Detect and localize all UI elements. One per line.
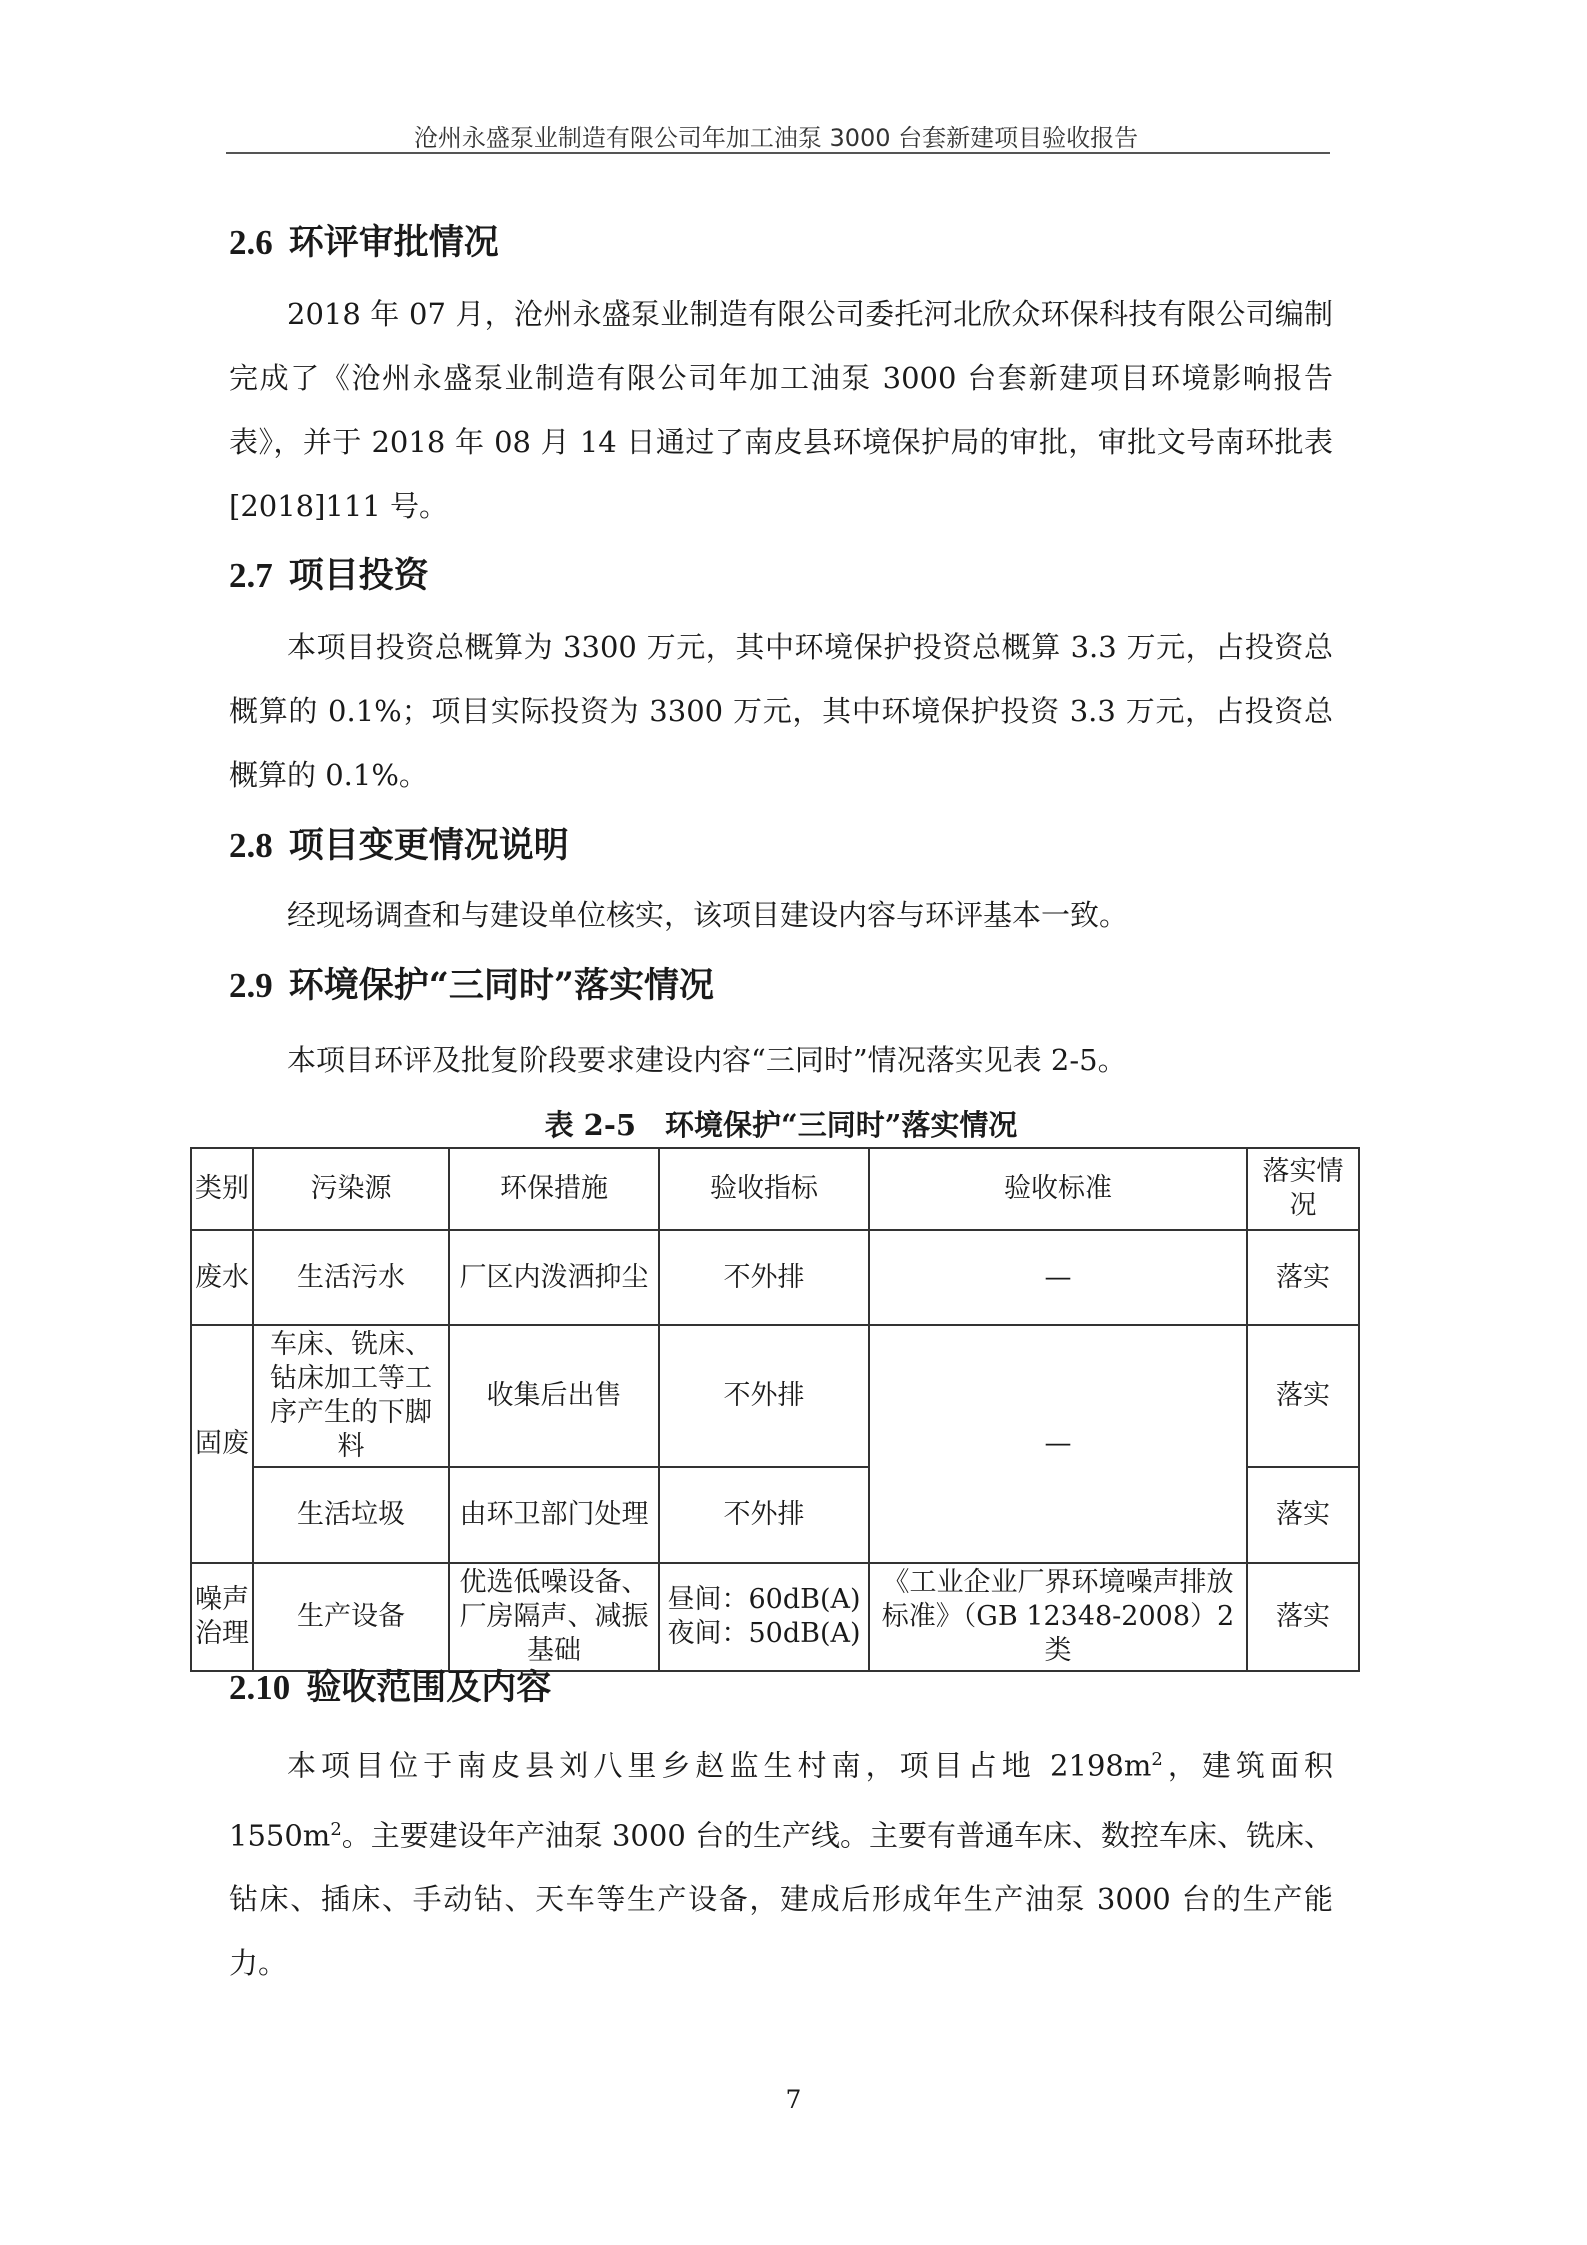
superscript: 2 <box>330 1818 342 1840</box>
header-cell: 环保措施 <box>449 1148 659 1230</box>
header-cell: 类别 <box>191 1148 253 1230</box>
table-cell: — <box>869 1325 1247 1563</box>
table-cell: 厂区内泼洒抑尘 <box>449 1230 659 1325</box>
table-row <box>191 1563 1359 1671</box>
section-2-7-heading <box>229 548 429 598</box>
header-cell: 污染源 <box>253 1148 449 1230</box>
section-number: 2.6 <box>229 223 273 262</box>
section-2-8-paragraph: 经现场调查和与建设单位核实，该项目建设内容与环评基本一致。 <box>287 898 1129 932</box>
section-2-8-heading <box>229 818 569 868</box>
table-cell: 落实 <box>1247 1230 1359 1325</box>
table-cell: 优选低噪设备、厂房隔声、减振基础 <box>449 1563 659 1671</box>
table-row <box>191 1230 1359 1325</box>
table-row <box>191 1325 1359 1467</box>
section-2-7-paragraph: 本项目投资总概算为 3300 万元，其中环境保护投资总概算 3.3 万元，占投资总概算的 0.1%；项目实际投资为 3300 万元，其中环境保护投资 3.3 万元，占投资总概算的 0.1%。 <box>229 630 1333 792</box>
superscript: 2 <box>1151 1749 1163 1770</box>
section-title: 验收范围及内容 <box>306 1667 552 1708</box>
header-cell: 验收指标 <box>659 1148 869 1230</box>
table-cell: 《工业企业厂界环境噪声排放标准》（GB 12348-2008）2 类 <box>869 1563 1247 1671</box>
table-cell: 固废 <box>191 1325 253 1563</box>
table-cell: 昼间：60dB(A) 夜间：50dB(A) <box>659 1563 869 1671</box>
table-cell: 不外排 <box>659 1467 869 1563</box>
table-cell: 收集后出售 <box>449 1325 659 1467</box>
table-cell: 废水 <box>191 1230 253 1325</box>
table-cell: 落实 <box>1247 1467 1359 1563</box>
table-caption: 表 2-5 环境保护“三同时”落实情况 <box>544 1108 1018 1142</box>
table-cell: 不外排 <box>659 1325 869 1467</box>
section-2-6-paragraph: 2018 年 07 月，沧州永盛泵业制造有限公司委托河北欣众环保科技有限公司编制完成了《沧州永盛泵业制造有限公司年加工油泵 3000 台套新建项目环境影响报告表》，并于 2018 年 08 月 14 日通过了南皮县环境保护局的审批，审批文号南环批表[2018]111 号。 <box>229 297 1333 523</box>
table-cell: 车床、铣床、钻床加工等工序产生的下脚料 <box>253 1325 449 1467</box>
section-2-10-heading <box>229 1660 551 1710</box>
table-header-row <box>191 1148 1359 1230</box>
header-cell: 验收标准 <box>869 1148 1247 1230</box>
table-cell: 不外排 <box>659 1230 869 1325</box>
running-header: 沧州永盛泵业制造有限公司年加工油泵 3000 台套新建项目验收报告 <box>413 124 1139 152</box>
section-number: 2.10 <box>229 1668 291 1707</box>
section-title: 环境保护“三同时”落实情况 <box>288 965 715 1006</box>
table-cell: — <box>869 1230 1247 1325</box>
table-cell: 噪声治理 <box>191 1563 253 1671</box>
section-2-9-heading <box>229 958 714 1008</box>
paragraph-text: ，建筑面积 1550m <box>229 1748 1333 1853</box>
paragraph-text: 。主要建设年产油泵 3000 台的生产线。主要有普通车床、数控车床、铣床、钻床、插床、手动钻、天车等生产设备，建成后形成年生产油泵 3000 台的生产能力。 <box>229 1818 1334 1981</box>
section-2-9-paragraph: 本项目环评及批复阶段要求建设内容“三同时”情况落实见表 2-5。 <box>287 1043 1127 1077</box>
table-cell: 生活污水 <box>253 1230 449 1325</box>
table-cell: 落实 <box>1247 1563 1359 1671</box>
table-cell: 落实 <box>1247 1325 1359 1467</box>
section-2-6-heading <box>229 215 499 265</box>
header-cell: 落实情况 <box>1247 1148 1359 1230</box>
section-number: 2.8 <box>229 826 273 865</box>
section-title: 项目投资 <box>288 555 429 596</box>
section-2-10-paragraph <box>229 1728 1333 1995</box>
paragraph-text: 本项目位于南皮县刘八里乡赵监生村南，项目占地 2198m <box>287 1748 1152 1783</box>
section-number: 2.9 <box>229 966 273 1005</box>
section-number: 2.7 <box>229 556 273 595</box>
three-simultaneous-table <box>190 1147 1360 1672</box>
table-cell: 生产设备 <box>253 1563 449 1671</box>
table-cell: 由环卫部门处理 <box>449 1467 659 1563</box>
header-rule <box>226 152 1330 154</box>
section-title: 项目变更情况说明 <box>288 825 569 866</box>
table-cell: 生活垃圾 <box>253 1467 449 1563</box>
page-number: 7 <box>785 2085 802 2114</box>
section-title: 环评审批情况 <box>288 222 499 263</box>
